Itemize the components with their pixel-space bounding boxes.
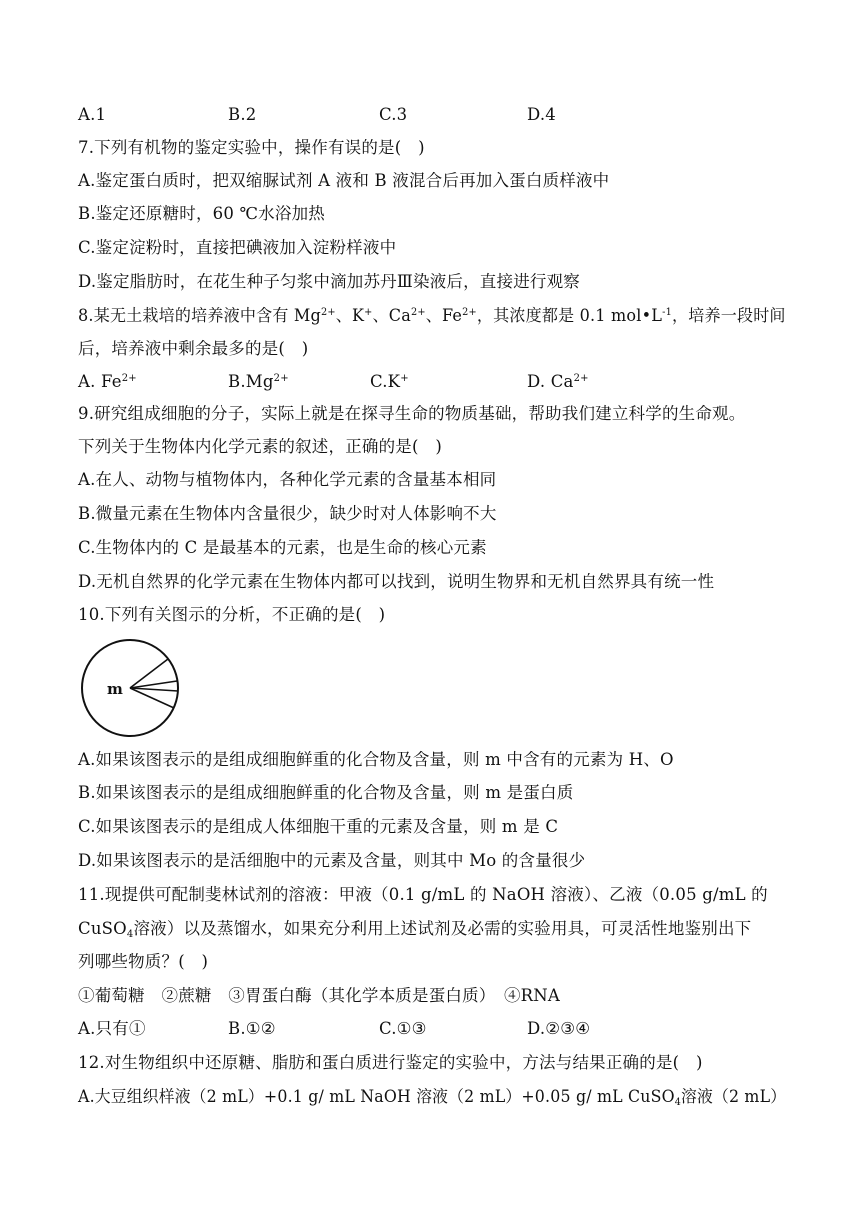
q8-sep-2: 、Ca — [372, 306, 411, 325]
q8-k-charge: + — [364, 307, 373, 318]
q11-line2-part1: CuSO — [78, 919, 127, 938]
q9-option-b: B.微量元素在生物体内含量很少，缺少时对人体影响不大 — [78, 504, 497, 523]
q12-option-a — [78, 1086, 786, 1108]
q7-option-d: D.鉴定脂肪时，在花生种子匀浆中滴加苏丹Ⅲ染液后，直接进行观察 — [78, 272, 580, 291]
q10-option-b: B.如果该图表示的是组成细胞鲜重的化合物及含量，则 m 是蛋白质 — [78, 783, 574, 802]
q9-stem-line1: 9.研究组成细胞的分子，实际上就是在探寻生命的物质基础，帮助我们建立科学的生命观。 — [78, 404, 746, 423]
q9-stem-line2: 下列关于生物体内化学元素的叙述，正确的是( ) — [78, 437, 442, 456]
q8-sep-3: 、Fe — [425, 306, 463, 325]
q8-option-a-charge: 2+ — [121, 373, 137, 384]
q11-option-a: A.只有① — [78, 1019, 146, 1038]
q12-stem: 12.对生物组织中还原糖、脂肪和蛋白质进行鉴定的实验中，方法与结果正确的是( ) — [78, 1053, 703, 1072]
q6-option-d: D.4 — [527, 105, 556, 124]
q8-sep-1: 、K — [335, 306, 365, 325]
q10-stem: 10.下列有关图示的分析，不正确的是( ) — [78, 605, 386, 624]
q8-stem-line1 — [78, 305, 786, 327]
q8-unit-exponent: -1 — [662, 307, 672, 318]
q11-option-d: D.②③④ — [527, 1019, 591, 1038]
q8-mg-charge: 2+ — [320, 307, 336, 318]
q8-option-c — [370, 371, 409, 393]
q10-option-a: A.如果该图表示的是组成细胞鲜重的化合物及含量，则 m 中含有的元素为 H、O — [78, 750, 674, 769]
q11-stem-line3: 列哪些物质？( ) — [78, 952, 209, 971]
q8-option-c-charge: + — [400, 373, 409, 384]
q12-option-a-part2: 溶液（2 mL） — [681, 1087, 787, 1106]
q11-items: ①葡萄糖 ②蔗糖 ③胃蛋白酶（其化学本质是蛋白质） ④RNA — [78, 986, 561, 1005]
q8-ca-charge: 2+ — [410, 307, 426, 318]
q11-option-b: B.①② — [228, 1019, 276, 1038]
q11-option-c: C.①③ — [379, 1019, 427, 1038]
q7-stem: 7.下列有机物的鉴定实验中，操作有误的是( ) — [78, 138, 425, 157]
q8-option-b-charge: 2+ — [273, 373, 289, 384]
q8-option-b-label: B.Mg — [228, 372, 274, 391]
q11-stem-line1: 11.现提供可配制斐林试剂的溶液：甲液（0.1 g/mL 的 NaOH 溶液）、乙液（0.05 g/mL 的 — [78, 885, 768, 904]
q9-option-c: C.生物体内的 C 是最基本的元素，也是生命的核心元素 — [78, 538, 487, 557]
q8-fe-charge: 2+ — [462, 307, 477, 318]
q8-stem-part1: 8.某无土栽培的培养液中含有 Mg — [78, 306, 321, 325]
q10-option-d: D.如果该图表示的是活细胞中的元素及含量，则其中 Mo 的含量很少 — [78, 851, 586, 870]
q8-option-d-label: D. Ca — [527, 372, 574, 391]
q11-line2-part2: 溶液）以及蒸馏水，如果充分利用上述试剂及必需的实验用具，可灵活性地鉴别出下 — [133, 919, 752, 938]
q7-option-b: B.鉴定还原糖时，60 ℃水浴加热 — [78, 204, 325, 223]
q9-option-a: A.在人、动物与植物体内，各种化学元素的含量基本相同 — [78, 470, 497, 489]
q8-option-c-label: C.K — [370, 372, 401, 391]
q7-option-a: A.鉴定蛋白质时，把双缩脲试剂 A 液和 B 液混合后再加入蛋白质样液中 — [78, 171, 610, 190]
q7-option-c: C.鉴定淀粉时，直接把碘液加入淀粉样液中 — [78, 238, 397, 257]
pie-figure — [78, 636, 184, 740]
q8-option-d — [527, 371, 589, 393]
q9-option-d: D.无机自然界的化学元素在生物体内都可以找到，说明生物界和无机自然界具有统一性 — [78, 572, 715, 591]
q11-line2-subscript: 4 — [126, 929, 134, 940]
q11-stem-line2 — [78, 918, 751, 940]
q8-stem-part2: ，其浓度都是 0.1 mol•L — [476, 306, 663, 325]
q12-option-a-subscript: 4 — [674, 1097, 682, 1108]
q12-option-a-part1: A.大豆组织样液（2 mL）+0.1 g/ mL NaOH 溶液（2 mL）+0.05 g/ mL CuSO — [78, 1087, 675, 1106]
q8-stem-line2: 后，培养液中剩余最多的是( ) — [78, 339, 309, 358]
q10-option-c: C.如果该图表示的是组成人体细胞干重的元素及含量，则 m 是 C — [78, 817, 559, 836]
q8-option-a — [78, 371, 137, 393]
pie-label-m: m — [107, 680, 123, 698]
q8-option-d-charge: 2+ — [573, 373, 589, 384]
q8-stem-part3: ，培养一段时间 — [671, 306, 786, 325]
q8-option-a-label: A. Fe — [78, 372, 122, 391]
q6-option-c: C.3 — [379, 105, 408, 124]
q6-option-b: B.2 — [228, 105, 257, 124]
q8-option-b — [228, 371, 289, 393]
q6-option-a: A.1 — [78, 105, 107, 124]
